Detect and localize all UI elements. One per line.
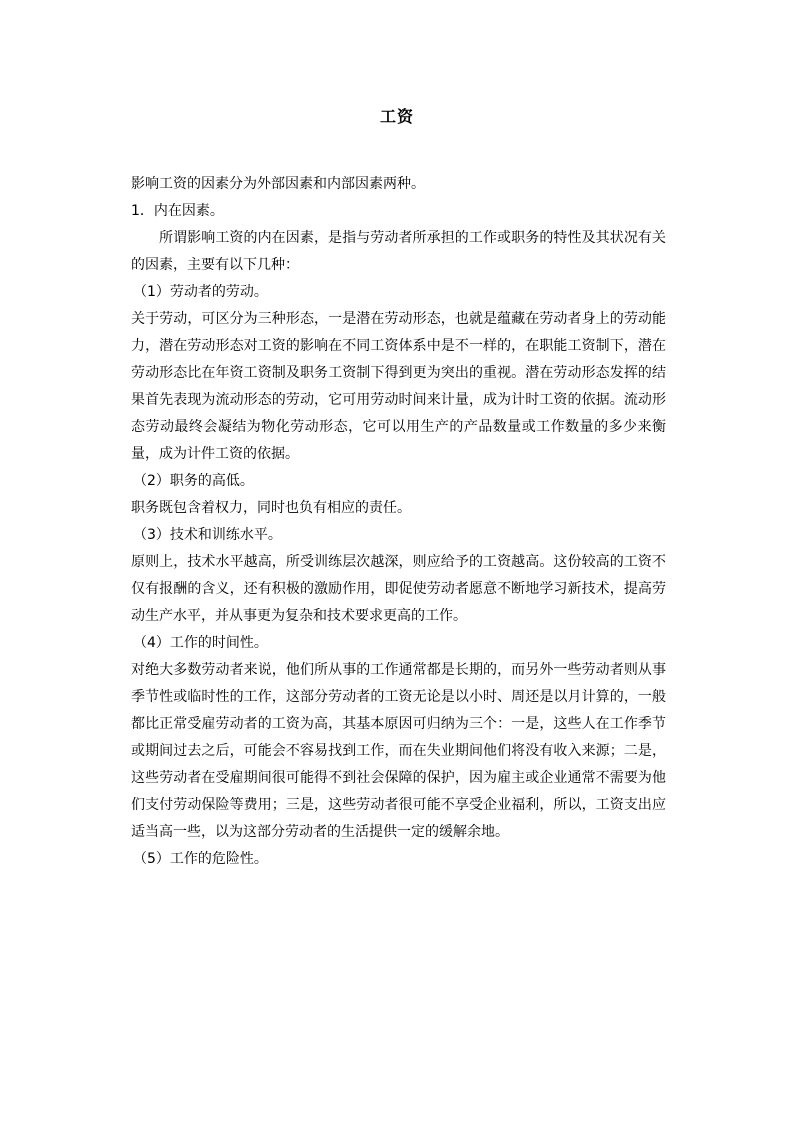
item-text-labor: 关于劳动，可区分为三种形态，一是潜在劳动形态，也就是蕴藏在劳动者身上的劳动能力，潜在劳动形态对工资的影响在不同工资体系中是不一样的，在职能工资制下，潜在劳动形态比在年资工资制及职务工资制下得到更为突出的重视。潜在劳动形态发挥的结果首先表现为流动形态的劳动，它可用劳动时间来计量，成为计时工资的依据。流动形态劳动最终会凝结为物化劳动形态，它可以用生产的产品数量或工作数量的多少来衡量，成为计件工资的依据。 <box>131 311 666 462</box>
item-heading-risk: （5）工作的危险性。 <box>133 851 268 867</box>
section-heading: 1．内在因素。 <box>131 203 224 219</box>
document-body <box>131 171 666 873</box>
item-heading-skill: （3）技术和训练水平。 <box>133 527 282 543</box>
item-heading-position: （2）职务的高低。 <box>133 473 254 489</box>
item-heading-labor: （1）劳动者的劳动。 <box>133 284 268 300</box>
section-intro-paragraph: 所谓影响工资的内在因素，是指与劳动者所承担的工作或职务的特性及其状况有关的因素，主要有以下几种： <box>131 230 666 273</box>
item-text-timing: 对绝大多数劳动者来说，他们所从事的工作通常都是长期的，而另外一些劳动者则从事季节性或临时性的工作，这部分劳动者的工资无论是以小时、周还是以月计算的，一般都比正常受雇劳动者的工资为高，其基本原因可归纳为三个：一是，这些人在工作季节或期间过去之后，可能会不容易找到工作，而在失业期间他们将没有收入来源；二是，这些劳动者在受雇期间很可能得不到社会保障的保护，因为雇主或企业通常不需要为他们支付劳动保险等费用；三是，这些劳动者很可能不享受企业福利，所以，工资支出应适当高一些，以为这部分劳动者的生活提供一定的缓解余地。 <box>131 662 666 840</box>
item-text-position: 职务既包含着权力，同时也负有相应的责任。 <box>131 500 411 516</box>
document-title: 工资 <box>379 107 414 126</box>
item-heading-timing: （4）工作的时间性。 <box>133 635 268 651</box>
intro-paragraph: 影响工资的因素分为外部因素和内部因素两种。 <box>131 176 425 192</box>
item-text-skill: 原则上，技术水平越高，所受训练层次越深，则应给予的工资越高。这份较高的工资不仅有报酬的含义，还有积极的激励作用，即促使劳动者愿意不断地学习新技术，提高劳动生产水平，并从事更为复杂和技术要求更高的工作。 <box>131 554 666 624</box>
